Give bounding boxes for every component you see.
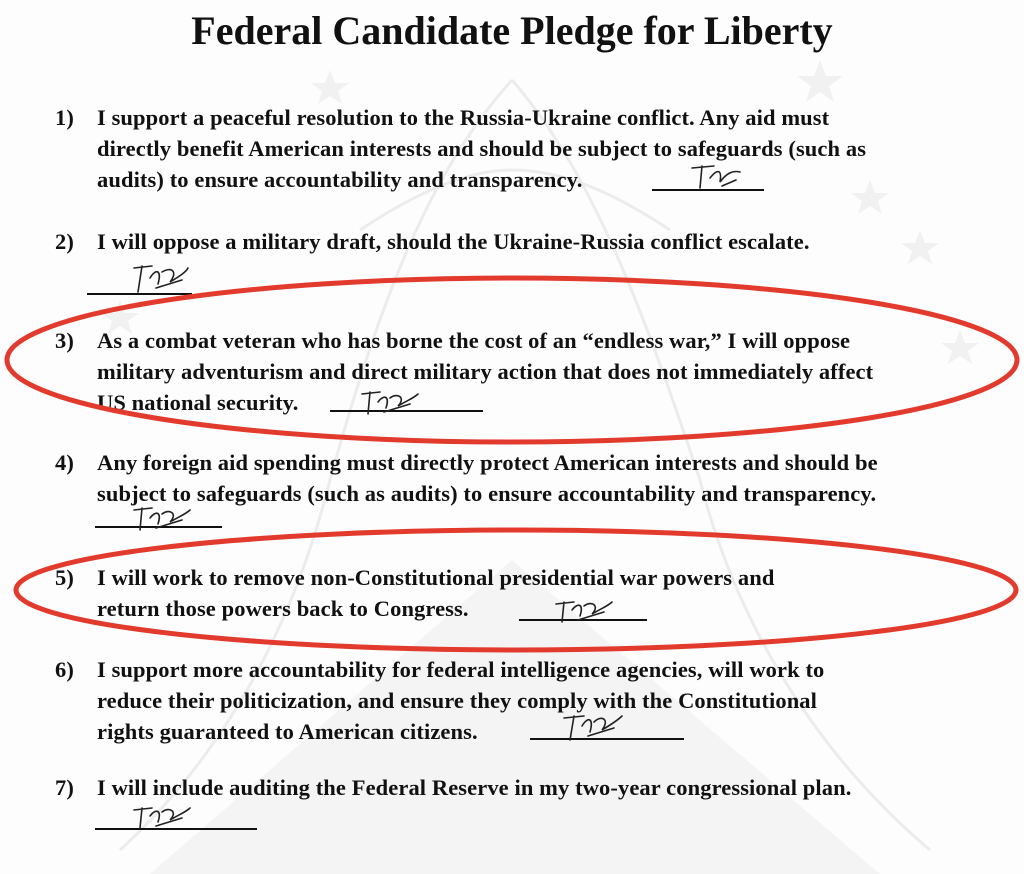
item-number: 1): [55, 105, 74, 130]
item-number: 6): [55, 657, 74, 682]
item-line: I support more accountability for federal intelligence agencies, will work to: [97, 657, 825, 682]
item-number: 4): [55, 450, 74, 475]
item-number: 3): [55, 328, 74, 353]
item-line: military adventurism and direct military action that does not immediately affect: [97, 359, 874, 384]
item-line: audits) to ensure accountability and transparency.: [97, 167, 583, 192]
item-line: US national security.: [97, 390, 299, 415]
item-line: subject to safeguards (such as audits) to ensure accountability and transparency.: [97, 481, 877, 506]
item-line: I will include auditing the Federal Reserve in my two-year congressional plan.: [97, 775, 852, 800]
item-number: 5): [55, 565, 74, 590]
handwritten-initials-1: [688, 160, 748, 194]
item-line: As a combat veteran who has borne the cost of an “endless war,” I will oppose: [97, 328, 851, 353]
handwritten-initials-6: [560, 708, 626, 744]
item-line: I will oppose a military draft, should the Ukraine-Russia conflict escalate.: [97, 229, 810, 254]
document-title: Federal Candidate Pledge for Liberty: [191, 8, 833, 53]
item-line: I support a peaceful resolution to the Russia-Ukraine conflict. Any aid must: [97, 105, 830, 130]
handwritten-initials-7: [130, 802, 194, 832]
item-line: rights guaranteed to American citizens.: [97, 719, 478, 744]
item-line: directly benefit American interests and should be subject to safeguards (such as: [97, 136, 867, 161]
highlight-ellipse-item-3: [0, 270, 1024, 450]
item-line: Any foreign aid spending must directly protect American interests and should be: [97, 450, 878, 475]
item-line: return those powers back to Congress.: [97, 596, 469, 621]
item-line: reduce their politicization, and ensure they comply with the Constitutional: [97, 688, 818, 713]
item-line: I will work to remove non-Constitutional presidential war powers and: [97, 565, 775, 590]
highlight-ellipse-item-5: [0, 520, 1024, 660]
item-number: 2): [55, 229, 74, 254]
item-number: 7): [55, 775, 74, 800]
